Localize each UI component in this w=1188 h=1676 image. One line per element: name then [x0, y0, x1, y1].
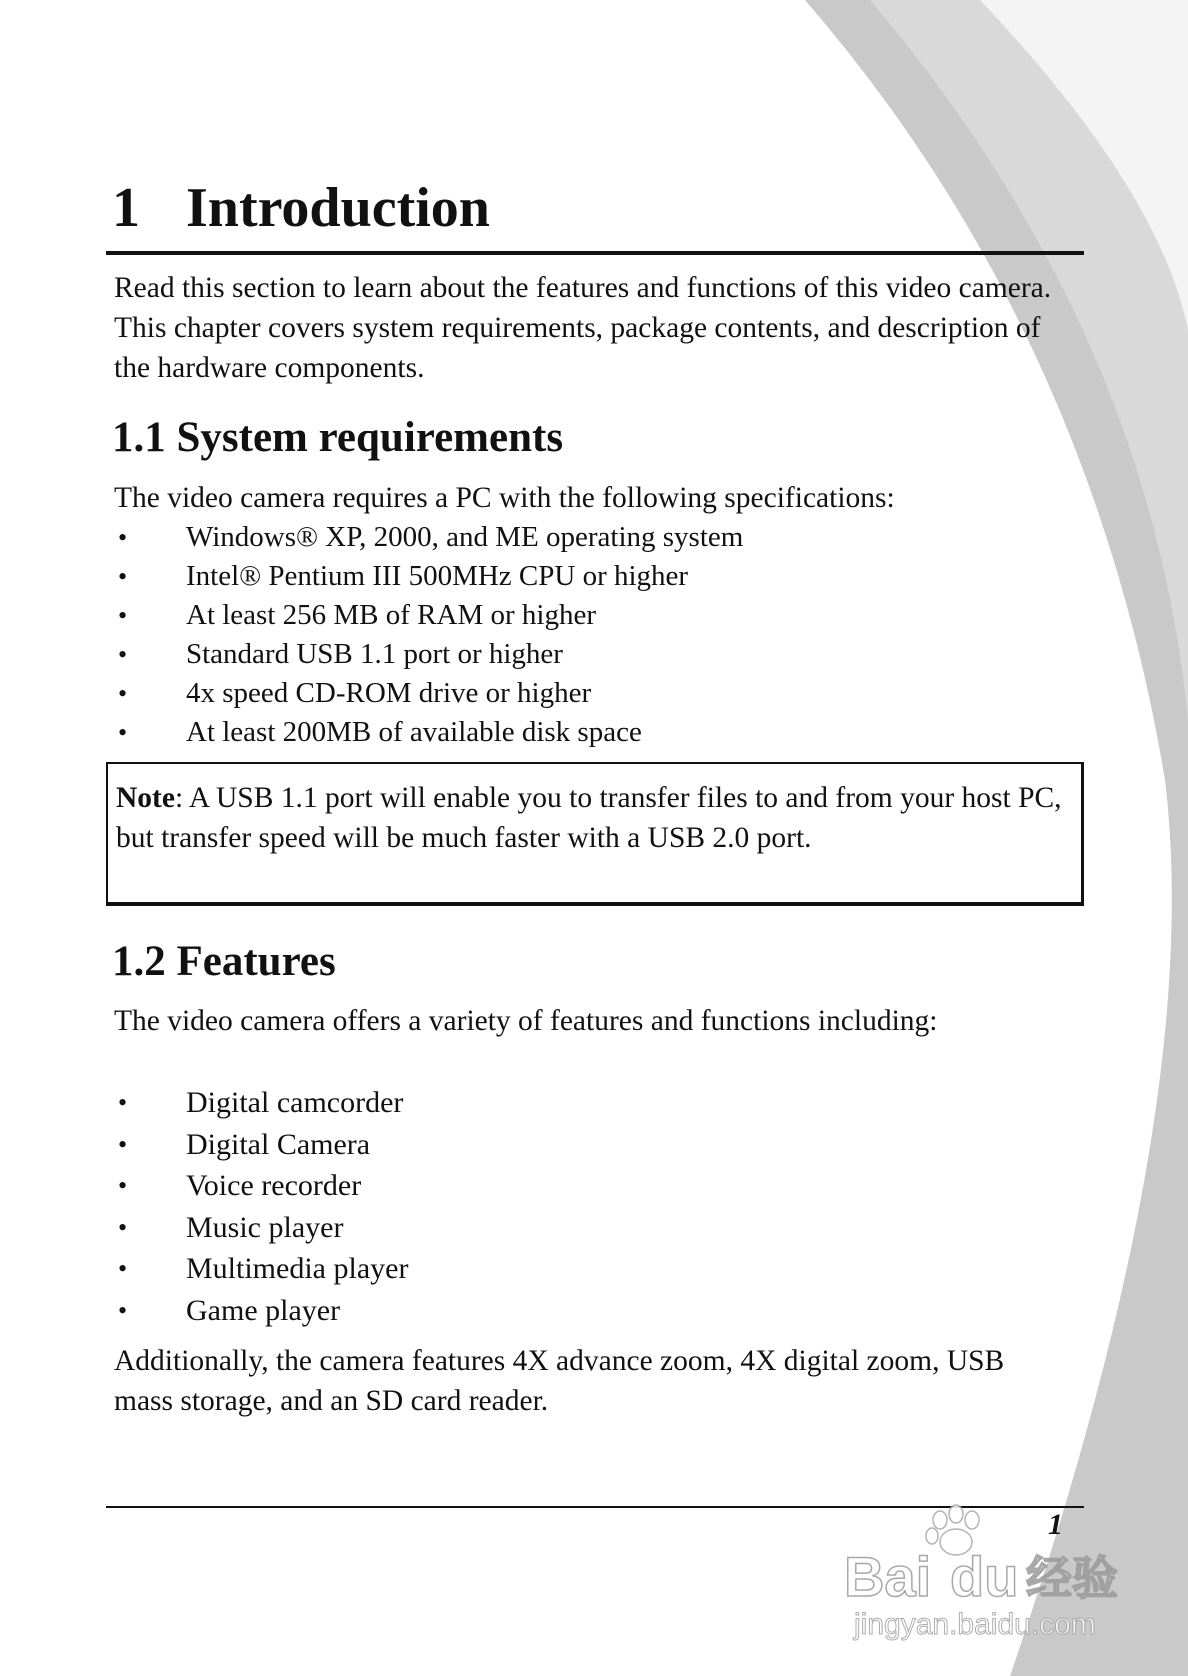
note-box: [106, 762, 1084, 906]
list-item: • Windows® XP, 2000, and ME operating system: [114, 518, 743, 557]
section-heading-system-requirements: 1.1 System requirements: [112, 414, 564, 461]
chapter-title-text: Introduction: [186, 177, 490, 239]
features-lead: The video camera offers a variety of features and functions including:: [114, 1005, 938, 1037]
watermark-url: jingyan.baidu.com: [854, 1608, 1096, 1641]
list-item: • Voice recorder: [114, 1165, 408, 1207]
list-item: • Intel® Pentium III 500MHz CPU or higher: [114, 557, 743, 596]
note-text: : A USB 1.1 port will enable you to transfer files to and from your host PC, but transfer speed will be much faster with a USB 2.0 port.: [116, 782, 1062, 854]
list-item: • Digital camcorder: [114, 1082, 408, 1124]
list-item: • At least 200MB of available disk space: [114, 713, 743, 752]
title-rule: [106, 251, 1084, 255]
list-item: • Music player: [114, 1207, 408, 1249]
chapter-number: 1: [112, 177, 140, 239]
features-list: [114, 1082, 408, 1331]
list-item: • Standard USB 1.1 port or higher: [114, 635, 743, 674]
list-item: • Game player: [114, 1290, 408, 1332]
additional-features-paragraph: Additionally, the camera features 4X advance zoom, 4X digital zoom, USB mass storage, and an SD card reader.: [114, 1345, 1005, 1417]
system-requirements-list: [114, 518, 743, 752]
watermark-brand-cn: 经验: [1026, 1552, 1118, 1604]
section-heading-features: 1.2 Features: [112, 938, 336, 985]
note-label: Note: [116, 782, 175, 814]
watermark-brand-left: Bai: [844, 1545, 932, 1608]
list-item: • Digital Camera: [114, 1124, 408, 1166]
system-requirements-lead: The video camera requires a PC with the following specifications:: [114, 482, 895, 514]
list-item: • At least 256 MB of RAM or higher: [114, 596, 743, 635]
chapter-title: [112, 178, 490, 240]
list-item: • Multimedia player: [114, 1248, 408, 1290]
baidu-watermark: [840, 1498, 1160, 1658]
page-number: 1: [1048, 1508, 1063, 1541]
watermark-brand-right: du: [950, 1545, 1019, 1608]
intro-paragraph: Read this section to learn about the features and functions of this video camera. This chapter covers system requirements, package contents, and description of the hardware components.: [114, 272, 1052, 384]
list-item: • 4x speed CD-ROM drive or higher: [114, 674, 743, 713]
